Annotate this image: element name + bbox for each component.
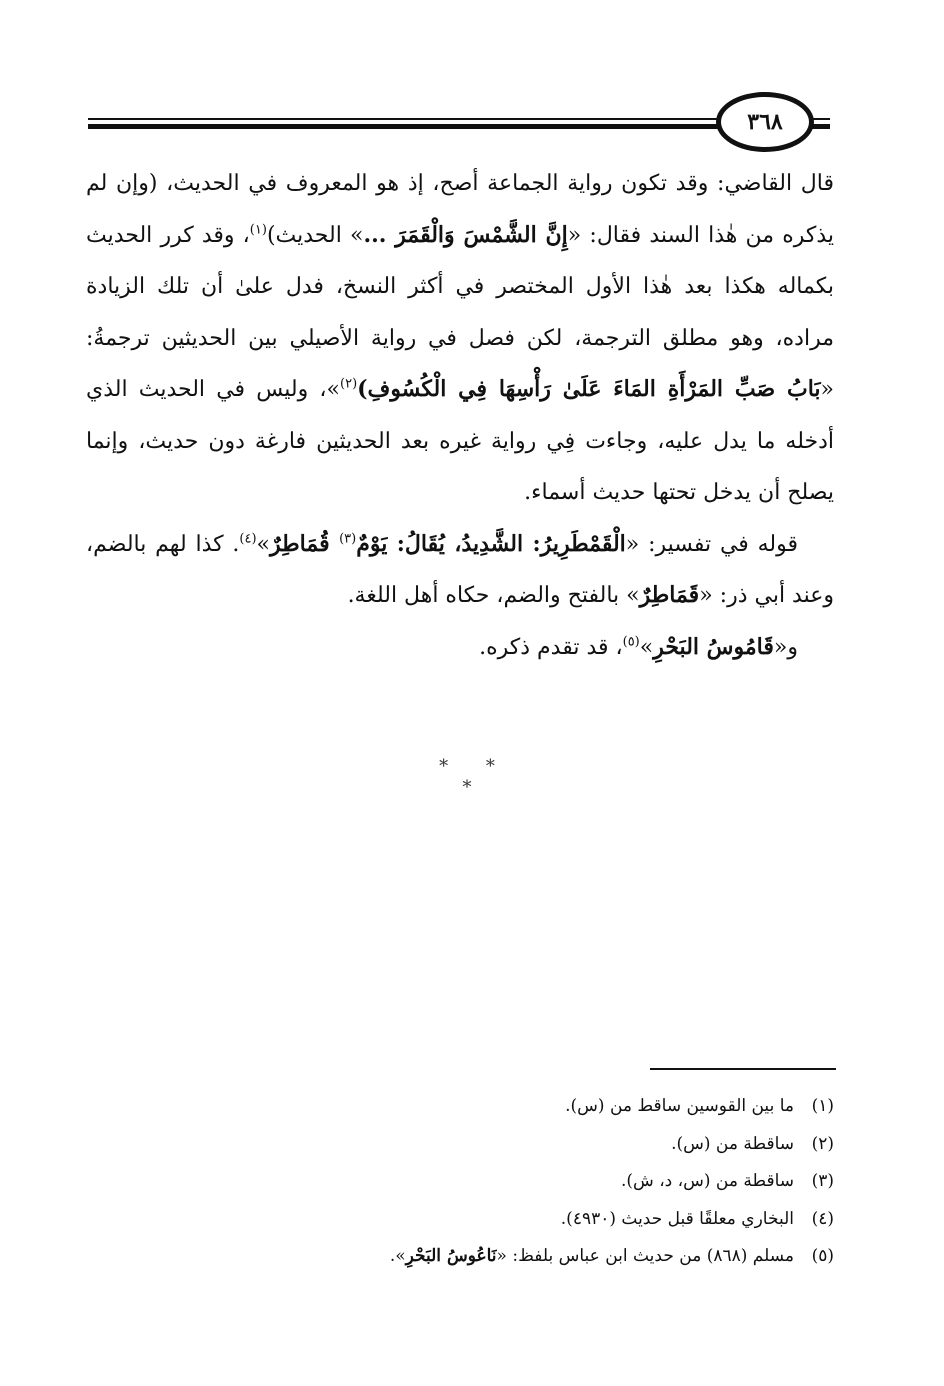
- text-segment: ، وقد كرر الحديث بكماله هكذا بعد هٰذا الأول المختصر في أكثر النسخ، فدل علىٰ أن تلك الزيادة مراده، وهو مطلق الترجمة، لكن فصل في رواية الأصيلي بين الحديثين ترجمةُ: «: [86, 222, 834, 402]
- text-segment: ، قد تقدم ذكره.: [479, 634, 623, 660]
- footnote-number: (٤): [811, 1208, 834, 1229]
- footnote-number: (١): [811, 1096, 834, 1116]
- footnote-marker: (٣): [339, 531, 357, 547]
- text-segment: » الحديث): [266, 222, 364, 248]
- footnote: [200, 1126, 834, 1164]
- text-segment: »: [256, 531, 270, 557]
- main-text: [86, 158, 834, 673]
- quoted-term: قُمَاطِرٌ: [270, 530, 340, 557]
- footnote-text: ساقطة من (س).: [671, 1133, 794, 1154]
- chapter-title: بَابُ صَبِّ المَرْأَةِ المَاءَ عَلَىٰ رَأْسِهَا فِي الْكُسُوفِ): [357, 376, 821, 402]
- footnote-text: ساقطة من (س، د، ش).: [621, 1171, 794, 1191]
- footnote-text: ».: [389, 1246, 406, 1266]
- page-number-badge: [716, 92, 814, 152]
- footnote: [200, 1163, 834, 1201]
- paragraph-1: [86, 158, 834, 519]
- text-segment: قوله في تفسير: «: [625, 531, 798, 557]
- section-separator: * * *: [439, 756, 511, 798]
- footnote-text: ما بين القوسين ساقط من (س).: [565, 1096, 794, 1116]
- text-segment: . كذا لهم بالضم، وعند أبي ذر: «: [86, 531, 834, 608]
- text-segment: »: [639, 634, 654, 660]
- header-rule-thin: [88, 118, 724, 120]
- paragraph-2: [86, 519, 834, 622]
- footnotes: [200, 1088, 834, 1276]
- footnote-text: مسلم (٨٦٨) من حديث ابن عباس بلفظ: «: [496, 1246, 794, 1266]
- quoted-term: قَمَاطِرٌ: [639, 582, 700, 608]
- header-rule-thick: [88, 124, 724, 129]
- footnote-number: (٥): [811, 1246, 834, 1266]
- text-segment: قال القاضي: وقد تكون رواية الجماعة أصح، إذ هو المعروف في الحديث، (وإن لم يذكره من هٰذا السند فقال: «: [86, 171, 835, 248]
- footnote: [200, 1201, 834, 1239]
- text-segment: »، وليس في الحديث الذي أدخله ما يدل عليه، وجاءت فِي رواية غيره بعد الحديثين فارغة دون حديث، وإنما يصلح أن يدخل تحتها حديث أسماء.: [86, 377, 834, 505]
- footnote: [200, 1088, 834, 1126]
- quoted-term: الْقَمْطَرِيرُ: الشَّدِيدُ، يُقَالُ: يَوْمٌ: [356, 530, 626, 557]
- text-segment: » بالفتح والضم، حكاه أهل اللغة.: [347, 583, 640, 608]
- footnote-marker: (٢): [340, 376, 358, 392]
- footnote-marker: (٤): [239, 531, 257, 547]
- footnote-number: (٣): [811, 1171, 834, 1191]
- page-header: [0, 0, 944, 180]
- quoted-hadith: إِنَّ الشَّمْسَ وَالْقَمَرَ ...: [363, 221, 568, 248]
- footnote-number: (٢): [811, 1133, 834, 1154]
- footnote-rule: [650, 1068, 836, 1070]
- text-segment: و«: [773, 634, 798, 660]
- footnote: [200, 1238, 834, 1276]
- footnote-marker: (٥): [622, 634, 640, 650]
- page-number: ٣٦٨: [747, 109, 783, 135]
- footnote-text: البخاري معلقًا قبل حديث (٤٩٣٠).: [560, 1208, 794, 1229]
- footnote-marker: (١): [249, 222, 267, 238]
- quoted-term: قَامُوسُ البَحْرِ: [653, 633, 774, 660]
- paragraph-3: [86, 622, 834, 674]
- footnote-quoted-term: نَاعُوسُ البَحْرِ: [405, 1246, 497, 1266]
